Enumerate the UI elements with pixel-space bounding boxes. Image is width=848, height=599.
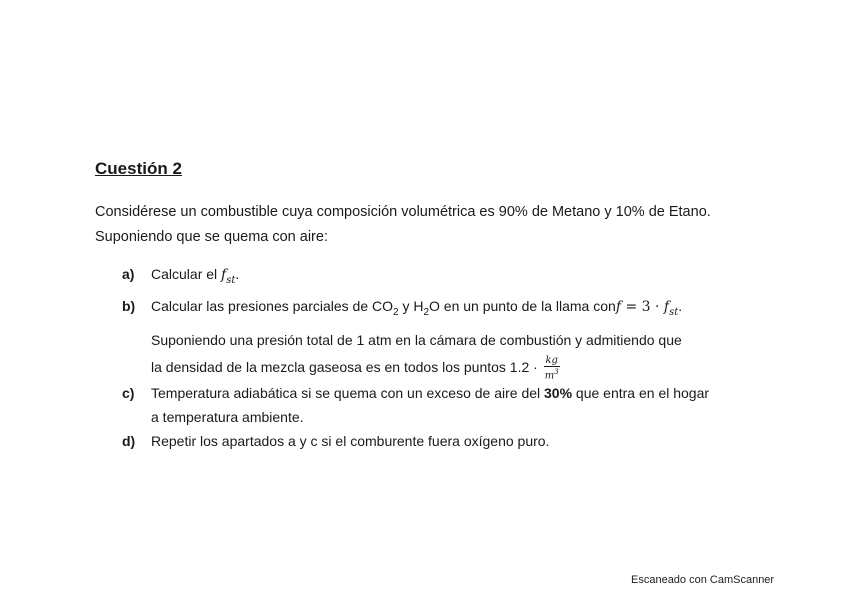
question-intro bbox=[95, 200, 775, 250]
item-marker: a) bbox=[122, 266, 135, 282]
density-fraction: $\frac{kg}{m^3}$ bbox=[544, 354, 559, 382]
list-item-c bbox=[122, 381, 782, 429]
intro-line-1: Considérese un combustible cuya composición volumétrica es 90% de Metano y 10% de Etano. bbox=[95, 204, 711, 220]
item-b-line-1: Calcular las presiones parciales de $CO_2$ y $H_2O$ en un punto de la llama conf = $3 \cdot f_{st}$. bbox=[151, 297, 683, 318]
item-marker: c) bbox=[122, 385, 135, 402]
equation-f: f bbox=[615, 298, 621, 315]
item-c-line-2: a temperatura ambiente. bbox=[151, 409, 304, 426]
fst-symbol: $f_{st}$ bbox=[221, 267, 236, 286]
item-text: Repetir los apartados a y c si el comburente fuera oxígeno puro. bbox=[151, 433, 550, 450]
item-marker: b) bbox=[122, 297, 136, 314]
item-b-line-2: Suponiendo una presión total de 1 atm en la cámara de combustión y admitiendo que bbox=[151, 331, 682, 348]
camscanner-watermark: Escaneado con CamScanner bbox=[631, 574, 775, 586]
question-heading: Cuestión 2 bbox=[95, 159, 182, 178]
intro-line-2: Suponiendo que se quema con aire: bbox=[95, 229, 328, 245]
question-items bbox=[122, 262, 782, 453]
item-c-line-1: Temperatura adiabática si se quema con un exceso de aire del 30% que entra en el hogar bbox=[151, 385, 710, 402]
list-item-d bbox=[122, 429, 782, 453]
list-item-a: a) Calcular el $f_{st}$. bbox=[122, 262, 782, 293]
item-b-line-3: la densidad de la mezcla gaseosa es en todos los puntos 1.2 · $\frac{kg}{m^3}$ bbox=[151, 354, 559, 382]
list-item-b bbox=[122, 294, 782, 381]
item-marker: d) bbox=[122, 433, 136, 450]
item-text: Calcular el bbox=[151, 266, 222, 282]
equation-fst: $f_{st}$ bbox=[663, 298, 679, 318]
